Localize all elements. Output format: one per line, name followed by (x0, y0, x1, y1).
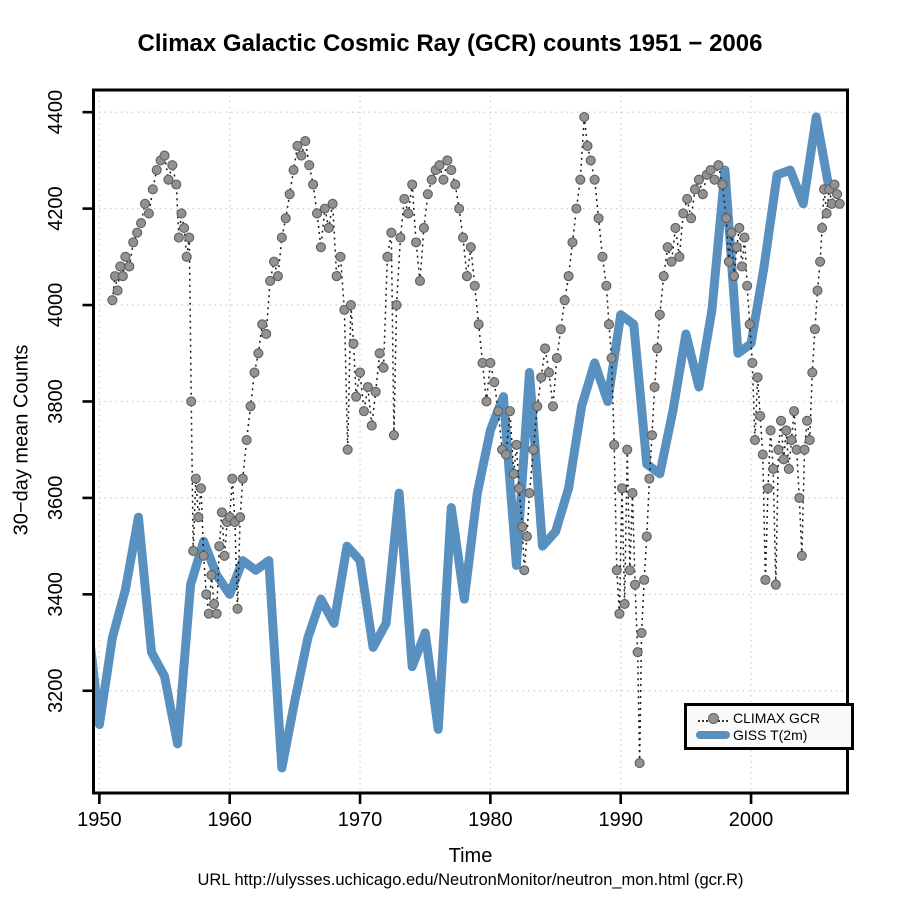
gcr-point (625, 566, 634, 575)
gcr-point (242, 436, 251, 445)
gcr-point (289, 166, 298, 175)
gcr-point (415, 276, 424, 285)
gcr-point (352, 392, 361, 401)
y-tick-label: 4000 (45, 282, 67, 328)
gcr-point (427, 175, 436, 184)
gcr-point (745, 320, 754, 329)
gcr-point (590, 175, 599, 184)
gcr-point (830, 180, 839, 189)
gcr-point (637, 628, 646, 637)
gcr-point (556, 325, 565, 334)
gcr-point (462, 272, 471, 281)
gcr-point (633, 648, 642, 657)
gcr-point (502, 450, 511, 459)
gcr-point (761, 575, 770, 584)
gcr-point (125, 262, 134, 271)
gcr-point (568, 238, 577, 247)
gcr-point (116, 262, 125, 271)
gcr-point (659, 272, 668, 281)
gcr-point (494, 407, 503, 416)
gcr-point (121, 252, 130, 261)
gcr-point (790, 407, 799, 416)
gcr-point (655, 310, 664, 319)
gcr-point (505, 407, 514, 416)
gcr-point (262, 329, 271, 338)
gcr-point (835, 199, 844, 208)
gcr-point (594, 214, 603, 223)
gcr-point (683, 194, 692, 203)
gcr-point (202, 590, 211, 599)
gcr-point (635, 759, 644, 768)
gcr-point (698, 190, 707, 199)
gcr-point (718, 180, 727, 189)
gcr-point (777, 416, 786, 425)
gcr-point (548, 402, 557, 411)
gcr-point (383, 252, 392, 261)
gcr-point (371, 387, 380, 396)
giss-line-icon (696, 731, 730, 739)
gcr-point (800, 445, 809, 454)
gcr-point (389, 431, 398, 440)
gcr-point (602, 281, 611, 290)
gcr-point (316, 243, 325, 252)
gcr-point (805, 436, 814, 445)
gcr-point (774, 445, 783, 454)
x-tick-label: 1950 (77, 809, 122, 831)
gcr-point (545, 368, 554, 377)
gcr-point (520, 566, 529, 575)
gcr-point (349, 339, 358, 348)
gcr-point (297, 151, 306, 160)
gcr-point (404, 209, 413, 218)
gcr-point (233, 604, 242, 613)
gcr-point (810, 325, 819, 334)
gcr-point (412, 238, 421, 247)
gcr-point (191, 474, 200, 483)
gcr-point (628, 489, 637, 498)
gcr-point (332, 272, 341, 281)
gcr-point (490, 378, 499, 387)
gcr-point (833, 190, 842, 199)
gcr-point (808, 368, 817, 377)
x-tick-label: 1970 (337, 809, 383, 831)
gcr-point (392, 301, 401, 310)
gcr-point (220, 551, 229, 560)
gcr-point (451, 180, 460, 189)
gcr-point (560, 296, 569, 305)
gcr-point (152, 166, 161, 175)
source-url: URL http://ulysses.uchicago.edu/NeutronMonitor/neutron_mon.html (gcr.R) (197, 871, 744, 889)
x-tick-label: 1990 (598, 809, 643, 831)
gcr-point (486, 358, 495, 367)
gcr-point (675, 252, 684, 261)
gcr-point (419, 223, 428, 232)
gcr-point (199, 551, 208, 560)
gcr-point (137, 219, 146, 228)
gcr-point (583, 141, 592, 150)
gcr-point (650, 383, 659, 392)
gcr-point (324, 223, 333, 232)
gcr-point (743, 281, 752, 290)
gcr-point (144, 209, 153, 218)
gcr-point (459, 233, 468, 242)
y-tick-label: 3400 (45, 572, 67, 617)
gcr-point (782, 426, 791, 435)
gcr-point (108, 296, 117, 305)
gcr-point (423, 190, 432, 199)
gcr-point (470, 281, 479, 290)
gcr-point (769, 464, 778, 473)
gcr-point (753, 373, 762, 382)
gcr-point (443, 156, 452, 165)
gcr-point (576, 175, 585, 184)
gcr-point (522, 532, 531, 541)
gcr-point (367, 421, 376, 430)
gcr-point (270, 257, 279, 266)
x-tick-label: 2000 (728, 809, 774, 831)
legend-label-giss: GISS T(2m) (733, 727, 808, 743)
legend-row-climax-gcr (693, 710, 851, 726)
gcr-point (250, 368, 259, 377)
gcr-point (359, 407, 368, 416)
gcr-point (212, 609, 221, 618)
gcr-point (189, 546, 198, 555)
gcr-point (735, 223, 744, 232)
gcr-point (598, 252, 607, 261)
gcr-point (148, 185, 157, 194)
gcr-point (771, 580, 780, 589)
gcr-point (160, 151, 169, 160)
gcr-point (671, 223, 680, 232)
gcr-point (758, 450, 767, 459)
gcr-point (552, 354, 561, 363)
gcr-point (482, 397, 491, 406)
y-tick-label: 3200 (45, 668, 67, 714)
gcr-point (687, 214, 696, 223)
gcr-point (466, 243, 475, 252)
y-tick-label: 4200 (45, 186, 67, 231)
gcr-point (529, 445, 538, 454)
gcr-point (787, 436, 796, 445)
gcr-point (647, 431, 656, 440)
gcr-point (722, 214, 731, 223)
gcr-point (328, 199, 337, 208)
gcr-point (541, 344, 550, 353)
gcr-point (207, 571, 216, 580)
giss-line (86, 117, 829, 768)
gcr-point (818, 223, 827, 232)
gcr-point (631, 580, 640, 589)
gcr-point (572, 204, 581, 213)
gcr-point (610, 440, 619, 449)
gcr-point (174, 233, 183, 242)
gcr-point (732, 243, 741, 252)
legend-label-climax-gcr: CLIMAX GCR (733, 710, 821, 726)
gcr-point (779, 455, 788, 464)
gcr-point (408, 180, 417, 189)
gcr-point (447, 166, 456, 175)
gcr-point (512, 440, 521, 449)
gcr-point (604, 320, 613, 329)
x-axis-title: Time (448, 845, 493, 867)
gcr-point (113, 286, 122, 295)
gcr-point (182, 252, 191, 261)
gcr-point (194, 513, 203, 522)
gcr-point (285, 190, 294, 199)
gcr-point (525, 489, 534, 498)
gcr-point (258, 320, 267, 329)
gcr-point (273, 272, 282, 281)
gcr-point (346, 301, 355, 310)
gcr-point (129, 238, 138, 247)
gcr-point (740, 233, 749, 242)
gcr-point (177, 209, 186, 218)
gcr-point (309, 180, 318, 189)
gcr-point (615, 609, 624, 618)
gcr-point (784, 464, 793, 473)
gcr-point (246, 402, 255, 411)
gcr-point (795, 493, 804, 502)
gcr-point (375, 349, 384, 358)
gcr-point (439, 175, 448, 184)
gcr-point (277, 233, 286, 242)
legend-symbol-giss (693, 731, 733, 739)
gcr-point (607, 354, 616, 363)
gcr-point (187, 397, 196, 406)
gcr-point (714, 161, 723, 170)
legend (684, 703, 854, 750)
y-axis-title: 30−day mean Counts (10, 344, 33, 536)
gcr-point (663, 243, 672, 252)
gcr-point (645, 474, 654, 483)
gcr-point (750, 436, 759, 445)
gcr-point (343, 445, 352, 454)
gcr-point (640, 575, 649, 584)
gcr-point (197, 484, 206, 493)
gcr-point (766, 426, 775, 435)
x-tick-label: 1960 (207, 809, 252, 831)
gcr-dot-icon (708, 713, 719, 724)
y-tick-label: 3800 (45, 379, 67, 424)
gcr-point (254, 349, 263, 358)
gcr-point (118, 272, 127, 281)
plot-frame (94, 90, 848, 793)
gcr-point (379, 363, 388, 372)
gcr-point (455, 204, 464, 213)
gcr-point (623, 445, 632, 454)
gcr-point (612, 566, 621, 575)
gcr-point (748, 358, 757, 367)
legend-row-giss (693, 727, 851, 743)
gcr-point (564, 272, 573, 281)
gcr-point (586, 156, 595, 165)
gcr-point (756, 411, 765, 420)
gcr-point (518, 522, 527, 531)
x-tick-label: 1980 (468, 809, 513, 831)
gcr-point (238, 474, 247, 483)
gcr-point (822, 209, 831, 218)
gcr-point (168, 161, 177, 170)
gcr-point (653, 344, 662, 353)
gcr-point (228, 474, 237, 483)
gcr-point (185, 233, 194, 242)
gcr-point (533, 402, 542, 411)
gcr-point (356, 368, 365, 377)
gcr-point (803, 416, 812, 425)
gcr-point (730, 272, 739, 281)
gcr-point (816, 257, 825, 266)
gcr-point (301, 137, 310, 146)
gcr-point (618, 484, 627, 493)
gcr-point (400, 194, 409, 203)
gcr-point (763, 484, 772, 493)
gcr-point (396, 233, 405, 242)
chart-title: Climax Galactic Cosmic Ray (GCR) counts 1951 − 2006 (137, 30, 763, 57)
gcr-point (140, 199, 149, 208)
gcr-point (813, 286, 822, 295)
y-tick-label: 4400 (45, 89, 67, 135)
gcr-point (387, 228, 396, 237)
gcr-point (580, 113, 589, 122)
gcr-point (305, 161, 314, 170)
y-tick-label: 3600 (45, 475, 67, 521)
gcr-point (180, 223, 189, 232)
gcr-point (474, 320, 483, 329)
gcr-point (172, 180, 181, 189)
gcr-point (509, 469, 518, 478)
gcr-point (133, 228, 142, 237)
gcr-point (215, 542, 224, 551)
gcr-point (797, 551, 806, 560)
gcr-point (620, 599, 629, 608)
gcr-point (210, 599, 219, 608)
gcr-point (515, 484, 524, 493)
gcr-point (236, 513, 245, 522)
gcr-point (642, 532, 651, 541)
gcr-point (336, 252, 345, 261)
legend-symbol-climax-gcr (693, 713, 733, 724)
gcr-point (724, 257, 733, 266)
gcr-point (281, 214, 290, 223)
gcr-point (737, 262, 746, 271)
